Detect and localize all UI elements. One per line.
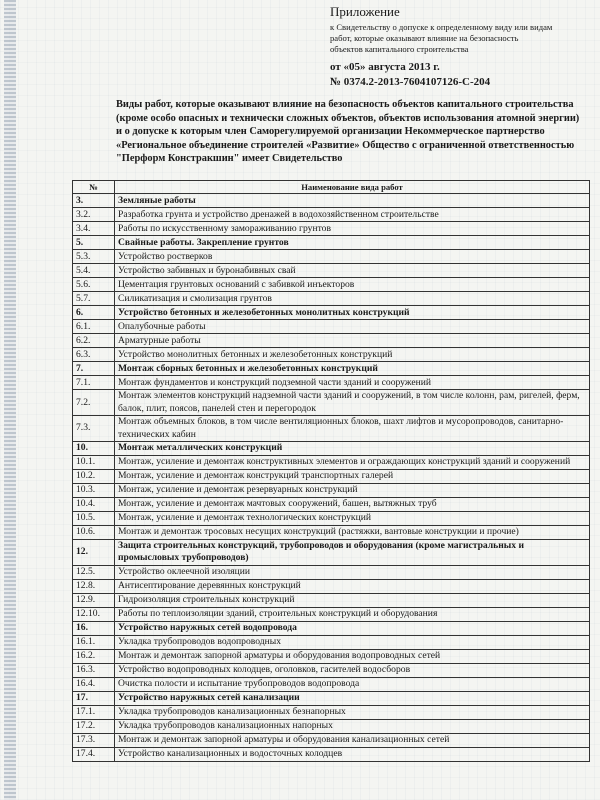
row-number: 6.1.: [73, 320, 115, 334]
row-number: 12.10.: [73, 607, 115, 621]
table-row: [73, 390, 590, 416]
row-number: 10.6.: [73, 526, 115, 540]
row-work-name: Устройство наружных сетей канализации: [115, 691, 590, 705]
table-row: [73, 208, 590, 222]
table-row: [73, 416, 590, 442]
row-work-name: Монтаж, усиление и демонтаж резервуарных конструкций: [115, 484, 590, 498]
row-work-name: Монтаж, усиление и демонтаж конструктивных элементов и ограждающих конструкций зданий и сооружений: [115, 456, 590, 470]
table-row: [73, 747, 590, 761]
row-work-name: Устройство ростверков: [115, 250, 590, 264]
row-work-name: Монтаж и демонтаж запорной арматуры и оборудования канализационных сетей: [115, 733, 590, 747]
table-row: [73, 579, 590, 593]
row-number: 16.4.: [73, 677, 115, 691]
table-row: [73, 526, 590, 540]
row-work-name: Устройство оклеечной изоляции: [115, 565, 590, 579]
row-number: 17.: [73, 691, 115, 705]
perforated-border: [4, 0, 16, 800]
table-row: [73, 512, 590, 526]
row-number: 10.2.: [73, 470, 115, 484]
table-row: [73, 649, 590, 663]
row-number: 10.: [73, 442, 115, 456]
row-work-name: Монтаж фундаментов и конструкций подземной части зданий и сооружений: [115, 376, 590, 390]
row-work-name: Монтаж металлических конструкций: [115, 442, 590, 456]
row-work-name: Гидроизоляция строительных конструкций: [115, 593, 590, 607]
table-row: [73, 621, 590, 635]
row-number: 16.: [73, 621, 115, 635]
row-work-name: Устройство монолитных бетонных и железобетонных конструкций: [115, 348, 590, 362]
table-row: [73, 484, 590, 498]
row-work-name: Монтаж, усиление и демонтаж технологических конструкций: [115, 512, 590, 526]
row-work-name: Монтаж и демонтаж тросовых несущих конструкций (растяжки, вантовые конструкции и прочие): [115, 526, 590, 540]
row-work-name: Работы по теплоизоляции зданий, строительных конструкций и оборудования: [115, 607, 590, 621]
row-number: 10.1.: [73, 456, 115, 470]
table-row: [73, 705, 590, 719]
row-work-name: Силикатизация и смолизация грунтов: [115, 292, 590, 306]
column-header-name: Наименование вида работ: [115, 181, 590, 194]
table-row: [73, 236, 590, 250]
table-row: [73, 320, 590, 334]
row-work-name: Защита строительных конструкций, трубопроводов и оборудования (кроме магистральных и промысловых трубопроводов): [115, 540, 590, 566]
table-row: [73, 498, 590, 512]
row-work-name: Монтаж элементов конструкций надземной части зданий и сооружений, в том числе колонн, рам, ригелей, ферм, балок, плит, поясов, панелей стен и перегородок: [115, 390, 590, 416]
row-work-name: Устройство канализационных и водосточных колодцев: [115, 747, 590, 761]
table-row: [73, 306, 590, 320]
table-row: [73, 677, 590, 691]
row-number: 3.2.: [73, 208, 115, 222]
table-row: [73, 362, 590, 376]
table-row: [73, 278, 590, 292]
table-row: [73, 691, 590, 705]
table-row: [73, 593, 590, 607]
row-number: 6.: [73, 306, 115, 320]
row-number: 5.7.: [73, 292, 115, 306]
row-number: 7.2.: [73, 390, 115, 416]
row-work-name: Укладка трубопроводов канализационных напорных: [115, 719, 590, 733]
appendix-line-2: работ, которые оказывают влияние на безопасность: [330, 33, 519, 43]
row-number: 7.1.: [73, 376, 115, 390]
table-row: [73, 540, 590, 566]
certificate-number: № 0374.2-2013-7604107126-С-204: [330, 76, 491, 88]
row-work-name: Монтаж объемных блоков, в том числе вентиляционных блоков, шахт лифтов и мусоропроводов, санитарно-технических кабин: [115, 416, 590, 442]
row-number: 17.2.: [73, 719, 115, 733]
row-work-name: Разработка грунта и устройство дренажей в водохозяйственном строительстве: [115, 208, 590, 222]
row-work-name: Монтаж, усиление и демонтаж мачтовых сооружений, башен, вытяжных труб: [115, 498, 590, 512]
row-work-name: Монтаж и демонтаж запорной арматуры и оборудования водопроводных сетей: [115, 649, 590, 663]
row-work-name: Земляные работы: [115, 194, 590, 208]
row-work-name: Работы по искусственному замораживанию грунтов: [115, 222, 590, 236]
table-row: [73, 719, 590, 733]
row-number: 5.3.: [73, 250, 115, 264]
row-work-name: Устройство забивных и буронабивных свай: [115, 264, 590, 278]
row-number: 10.4.: [73, 498, 115, 512]
row-number: 7.3.: [73, 416, 115, 442]
row-work-name: Укладка трубопроводов водопроводных: [115, 635, 590, 649]
row-work-name: Очистка полости и испытание трубопроводов водопровода: [115, 677, 590, 691]
works-table: [72, 180, 590, 762]
row-work-name: Антисептирование деревянных конструкций: [115, 579, 590, 593]
table-row: [73, 663, 590, 677]
table-header-row: [73, 181, 590, 194]
appendix-title: Приложение: [330, 4, 400, 19]
table-row: [73, 470, 590, 484]
table-body: [73, 194, 590, 761]
row-number: 16.1.: [73, 635, 115, 649]
row-number: 6.3.: [73, 348, 115, 362]
table-row: [73, 194, 590, 208]
table-row: [73, 348, 590, 362]
row-number: 5.: [73, 236, 115, 250]
table-row: [73, 442, 590, 456]
row-number: 17.1.: [73, 705, 115, 719]
table-row: [73, 222, 590, 236]
table-row: [73, 733, 590, 747]
appendix-line-3: объектов капитального строительства: [330, 44, 469, 54]
appendix-line-1: к Свидетельству о допуске к определенному виду или видам: [330, 22, 553, 32]
row-number: 5.6.: [73, 278, 115, 292]
row-work-name: Свайные работы. Закрепление грунтов: [115, 236, 590, 250]
column-header-number: №: [73, 181, 115, 194]
table-row: [73, 292, 590, 306]
row-number: 17.4.: [73, 747, 115, 761]
row-work-name: Устройство наружных сетей водопровода: [115, 621, 590, 635]
intro-paragraph: Виды работ, которые оказывают влияние на безопасность объектов капитального строительства (кроме особо опасных и технически сложных объектов, объектов использования атомной энергии) и о допуске к которым член Саморегулируемой организации Некоммерческое партнерство «Региональное объединение строителей «Развитие» Общество с ограниченной ответственностью "Перформ Констракшин" имеет Свидетельство: [116, 99, 580, 165]
table-row: [73, 565, 590, 579]
row-work-name: Монтаж, усиление и демонтаж конструкций транспортных галерей: [115, 470, 590, 484]
table-row: [73, 334, 590, 348]
row-number: 12.: [73, 540, 115, 566]
row-number: 12.8.: [73, 579, 115, 593]
table-row: [73, 264, 590, 278]
row-work-name: Монтаж сборных бетонных и железобетонных конструкций: [115, 362, 590, 376]
row-work-name: Опалубочные работы: [115, 320, 590, 334]
row-number: 17.3.: [73, 733, 115, 747]
table-row: [73, 250, 590, 264]
appendix-date: от «05» августа 2013 г.: [330, 61, 440, 73]
row-number: 10.5.: [73, 512, 115, 526]
appendix-header: [330, 4, 592, 88]
row-work-name: Цементация грунтовых оснований с забивкой инъекторов: [115, 278, 590, 292]
row-number: 10.3.: [73, 484, 115, 498]
row-number: 6.2.: [73, 334, 115, 348]
table-row: [73, 635, 590, 649]
row-number: 3.4.: [73, 222, 115, 236]
row-work-name: Укладка трубопроводов канализационных безнапорных: [115, 705, 590, 719]
row-work-name: Устройство бетонных и железобетонных монолитных конструкций: [115, 306, 590, 320]
row-work-name: Устройство водопроводных колодцев, оголовков, гасителей водосборов: [115, 663, 590, 677]
row-number: 7.: [73, 362, 115, 376]
row-number: 16.3.: [73, 663, 115, 677]
row-work-name: Арматурные работы: [115, 334, 590, 348]
table-row: [73, 607, 590, 621]
table-row: [73, 376, 590, 390]
row-number: 12.5.: [73, 565, 115, 579]
row-number: 3.: [73, 194, 115, 208]
row-number: 5.4.: [73, 264, 115, 278]
table-row: [73, 456, 590, 470]
row-number: 12.9.: [73, 593, 115, 607]
row-number: 16.2.: [73, 649, 115, 663]
